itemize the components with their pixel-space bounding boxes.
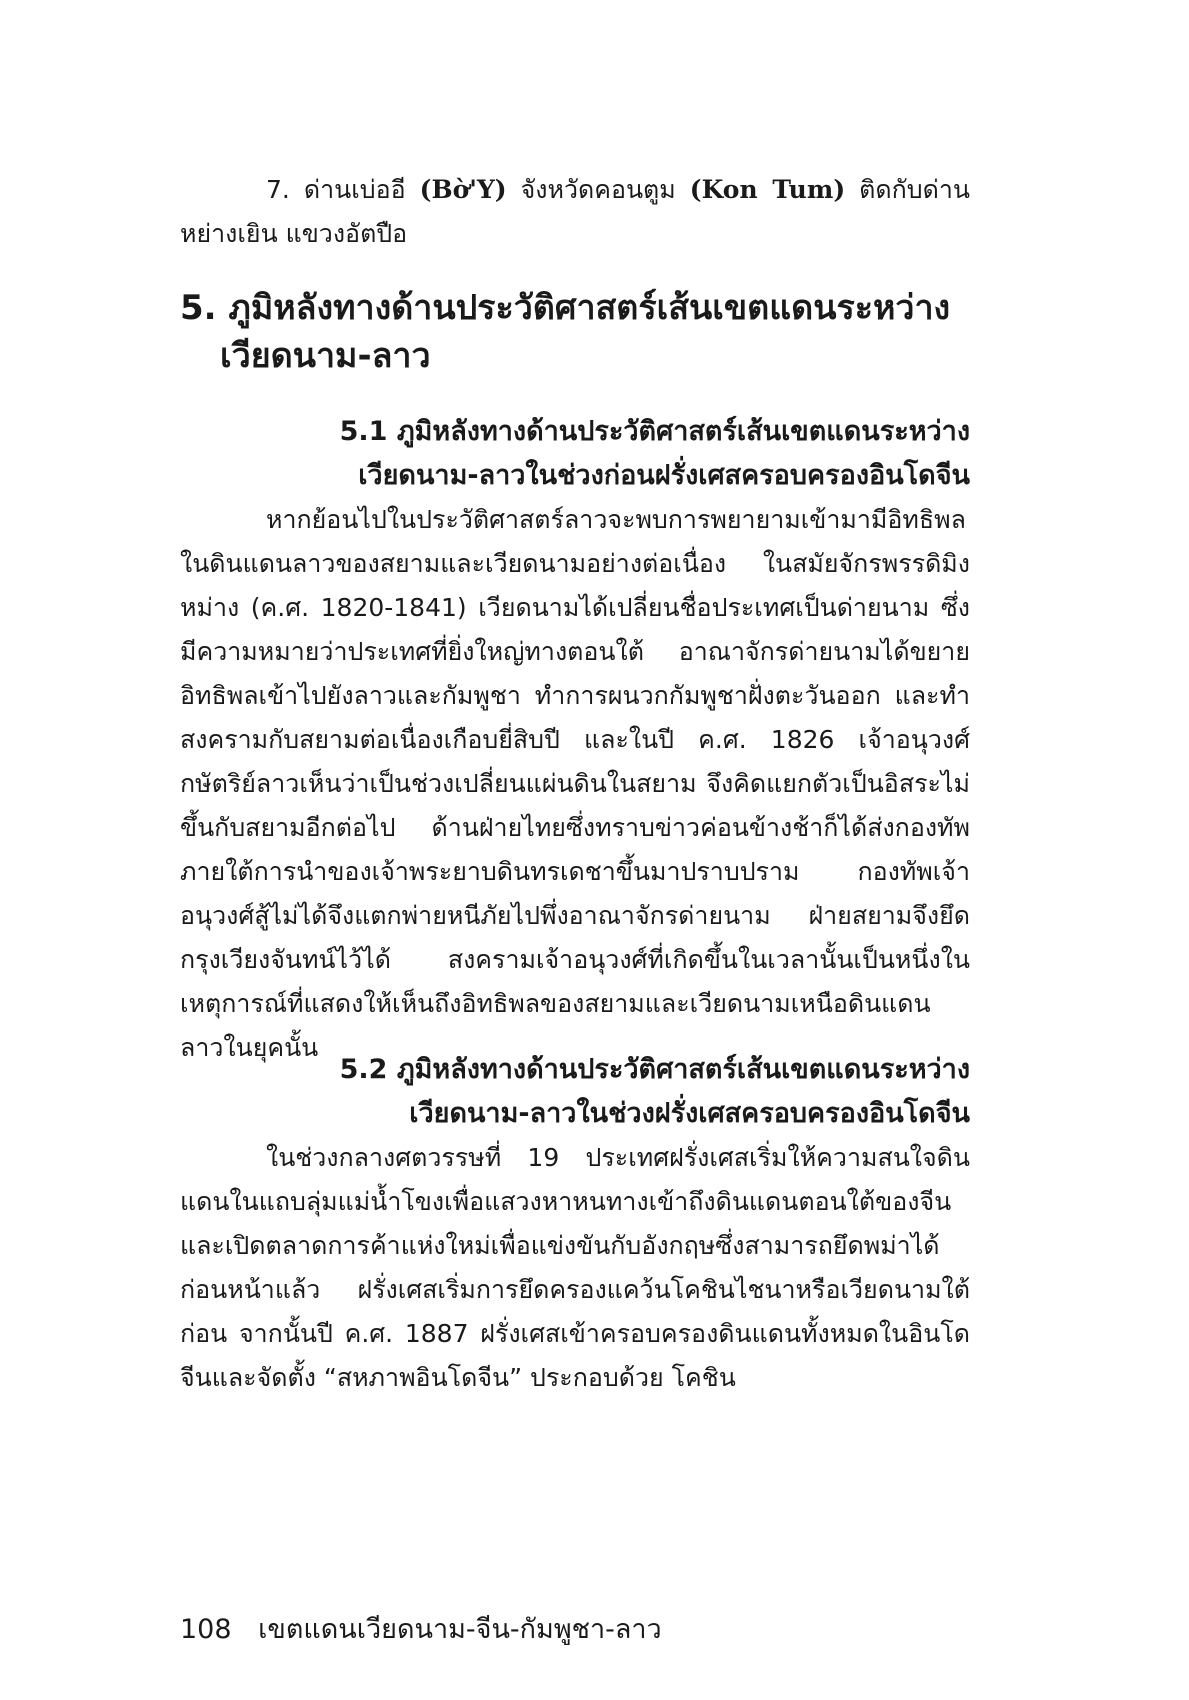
page-footer [180,1612,662,1648]
page-number: 108 [180,1614,232,1645]
running-title: เขตแดนเวียดนาม-จีน-กัมพูชา-ลาว [258,1614,662,1645]
section-5-heading: 5. ภูมิหลังทางด้านประวัติศาสตร์เส้นเขตแดนระหว่าง เวียดนาม-ลาว [180,288,951,376]
item-7-prefix: 7. ด่านเบ่ออี [266,175,420,204]
section-5-2-heading-line-1: 5.2 ภูมิหลังทางด้านประวัติศาสตร์เส้นเขตแดนระหว่าง [339,1054,970,1085]
section-5-heading-block [180,284,970,380]
section-5-1-block [180,410,970,1070]
section-5-1-body: หากย้อนไปในประวัติศาสตร์ลาวจะพบการพยายามเข้ามามีอิทธิพลในดินแดนลาวของสยามและเวียดนามอย่างต่อเนื่อง ในสมัยจักรพรรดิมิงหม่าง (ค.ศ. 1820-1841) เวียดนามได้เปลี่ยนชื่อประเทศเป็นด่ายนาม ซึ่งมีความหมายว่าประเทศที่ยิ่งใหญ่ทางตอนใต้ อาณาจักรด่ายนามได้ขยายอิทธิพลเข้าไปยังลาวและกัมพูชา ทำการผนวกกัมพูชาฝั่งตะวันออก และทำสงครามกับสยามต่อเนื่องเกือบยี่สิบปี และในปี ค.ศ. 1826 เจ้าอนุวงศ์กษัตริย์ลาวเห็นว่าเป็นช่วงเปลี่ยนแผ่นดินในสยาม จึงคิดแยกตัวเป็นอิสระไม่ขึ้นกับสยามอีกต่อไป ด้านฝ่ายไทยซึ่งทราบข่าวค่อนข้างช้าก็ได้ส่งกองทัพภายใต้การนำของเจ้าพระยาบดินทรเดชาขึ้นมาปราบปราม กองทัพเจ้าอนุวงศ์สู้ไม่ได้จึงแตกพ่ายหนีภัยไปพึ่งอาณาจักรด่ายนาม ฝ่ายสยามจึงยึดกรุงเวียงจันทน์ไว้ได้ สงครามเจ้าอนุวงศ์ที่เกิดขึ้นในเวลานั้นเป็นหนึ่งในเหตุการณ์ที่แสดงให้เห็นถึงอิทธิพลของสยามและเวียดนามเหนือดินแดนลาวในยุคนั้น [180,505,970,1062]
item-7-latin-boy: (Bờ'Y) [419,175,507,204]
section-5-2-body: ในช่วงกลางศตวรรษที่ 19 ประเทศฝรั่งเศสเริ่มให้ความสนใจดินแดนในแถบลุ่มแม่น้ำโขงเพื่อแสวงหาหนทางเข้าถึงดินแดนตอนใต้ของจีนและเปิดตลาดการค้าแห่งใหม่เพื่อแข่งขันกับอังกฤษซึ่งสามารถยึดพม่าได้ก่อนหน้าแล้ว ฝรั่งเศสเริ่มการยึดครองแคว้นโคชินไชนาหรือเวียดนามใต้ก่อน จากนั้นปี ค.ศ. 1887 ฝรั่งเศสเข้าครอบครองดินแดนทั้งหมดในอินโดจีนและจัดตั้ง “สหภาพอินโดจีน” ประกอบด้วย โคชิน [180,1143,970,1392]
item-7-paragraph [180,168,970,256]
item-7-text [180,168,970,256]
section-5-2-heading-line-2: เวียดนาม-ลาวในช่วงฝรั่งเศสครอบครองอินโดจีน [409,1098,970,1129]
section-5-1-heading-line-1: 5.1 ภูมิหลังทางด้านประวัติศาสตร์เส้นเขตแดนระหว่าง [339,416,970,447]
item-7-latin-kontum: (Kon Tum) [689,175,846,204]
item-7-suffix: ติดกับด่านหย่างเยิน แขวงอัตปือ [180,175,970,248]
section-5-2-block [180,1048,970,1400]
item-7-mid: จังหวัดคอนตูม [506,175,690,204]
section-5-1-heading-line-2: เวียดนาม-ลาวในช่วงก่อนฝรั่งเศสครอบครองอินโดจีน [358,460,970,491]
